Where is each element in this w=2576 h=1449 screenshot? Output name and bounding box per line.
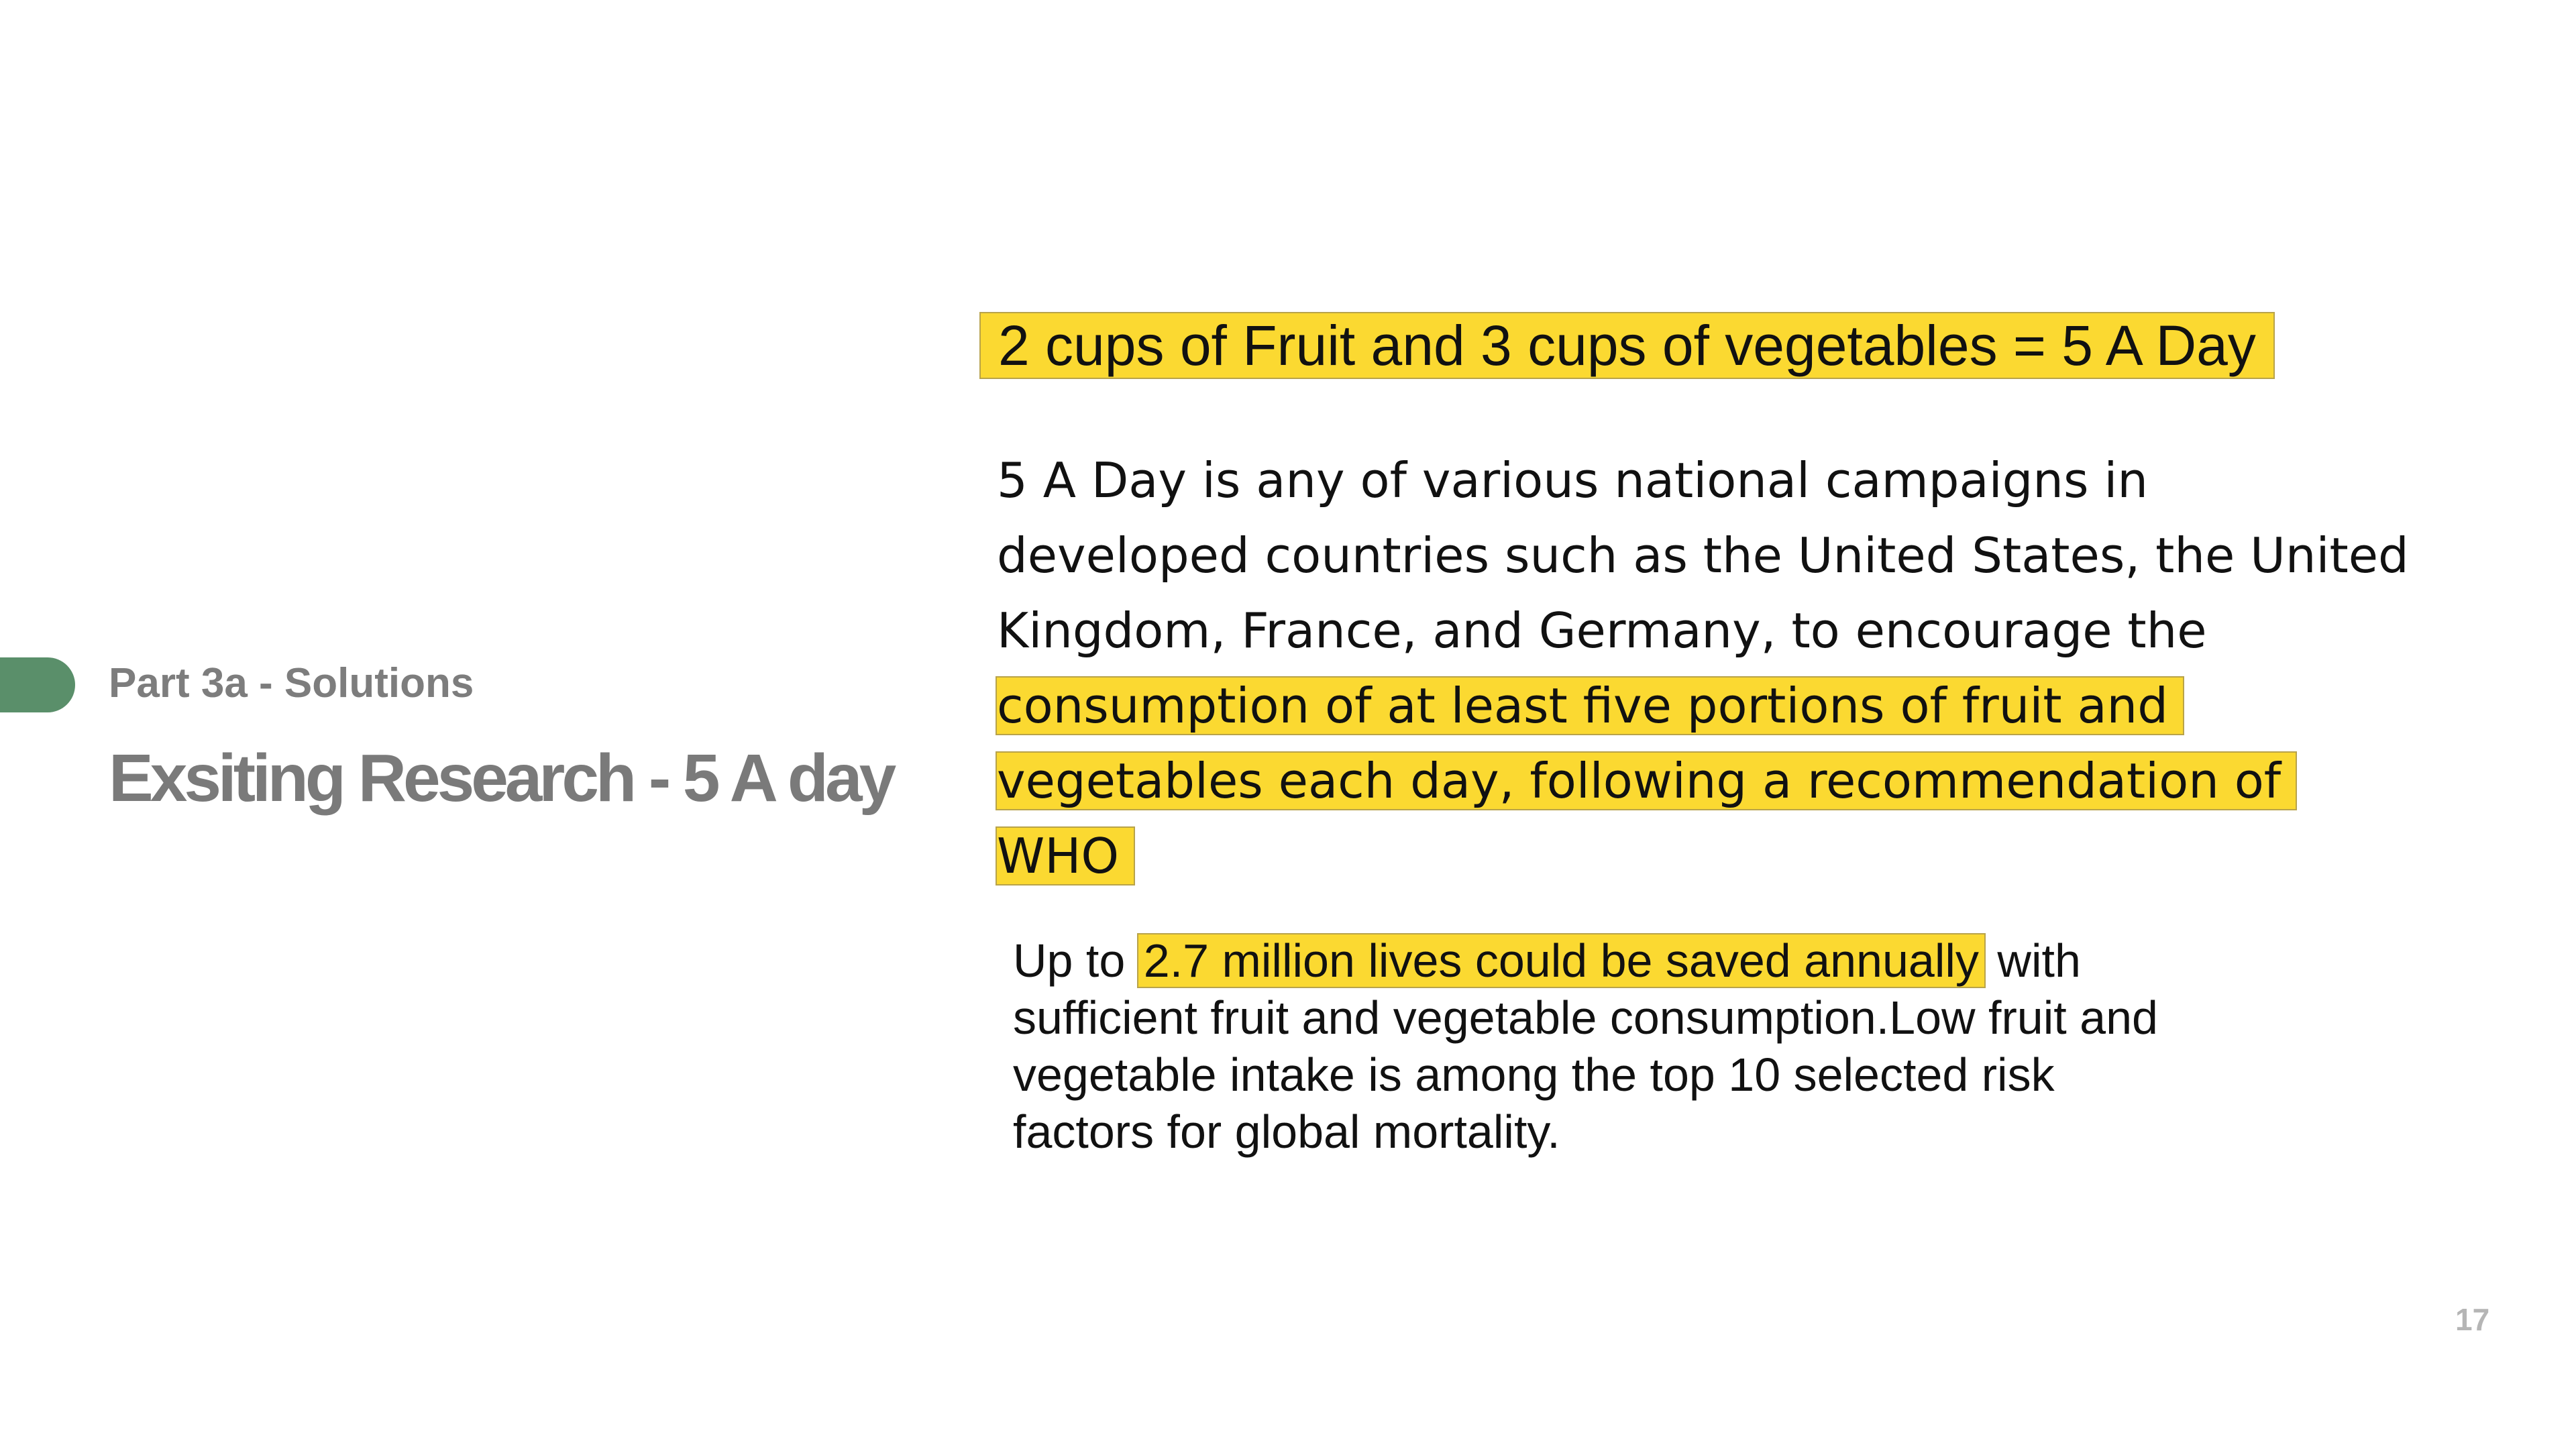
- section-label: Part 3a - Solutions: [109, 660, 474, 706]
- statistic-prefix: Up to: [1013, 934, 1138, 987]
- statistic-line: sufficient fruit and vegetable consumption.Low fruit and: [1013, 991, 2158, 1044]
- statistic-line: factors for global mortality.: [1013, 1106, 1560, 1158]
- description-line: developed countries such as the United States, the United: [997, 527, 2409, 584]
- description-line: [997, 818, 2500, 894]
- description-paragraph: [997, 443, 2500, 894]
- statistic-paragraph: [1013, 932, 2355, 1161]
- statistic-suffix: with: [1984, 934, 2081, 987]
- page-number: 17: [2455, 1302, 2490, 1337]
- headline-highlight: 2 cups of Fruit and 3 cups of vegetables = 5 A Day: [979, 312, 2275, 379]
- slide-title: Exsiting Research - 5 A day: [109, 741, 894, 816]
- section-accent-pill: [0, 657, 75, 712]
- statistic-line: [1013, 932, 2355, 989]
- statistic-highlight: 2.7 million lives could be saved annually: [1138, 934, 1984, 987]
- description-line: 5 A Day is any of various national campaigns in: [997, 452, 2148, 508]
- statistic-line: vegetable intake is among the top 10 selected risk: [1013, 1049, 2055, 1101]
- description-highlight: vegetables each day, following a recommendation of: [997, 753, 2296, 809]
- description-line: [997, 668, 2500, 743]
- description-highlight: consumption of at least five portions of fruit and: [997, 678, 2183, 734]
- description-line: Kingdom, France, and Germany, to encourage the: [997, 602, 2207, 659]
- description-line: [997, 743, 2500, 818]
- description-highlight: WHO: [997, 828, 1134, 884]
